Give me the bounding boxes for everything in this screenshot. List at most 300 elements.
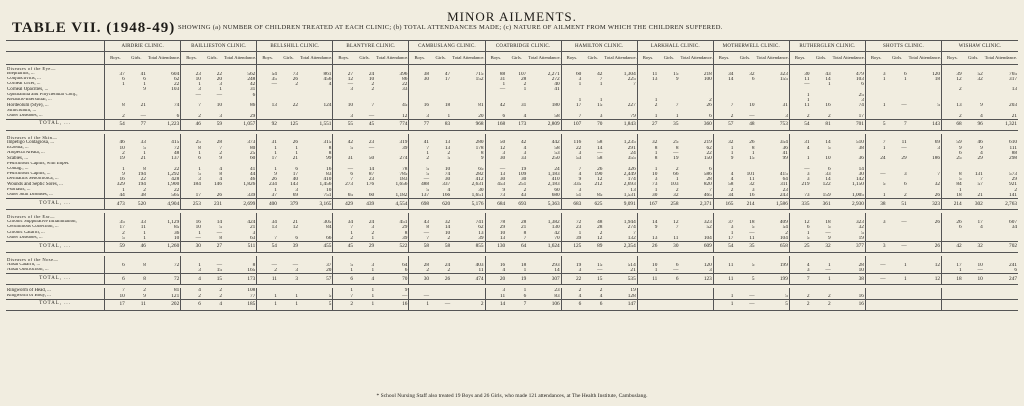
attendance-cell: 227 [627,103,636,109]
boys-cell: 54 [257,242,278,253]
girls-cell: 5 [827,145,831,151]
boys-column-header: Boys. [865,52,886,65]
attendance-cell [147,213,181,220]
attendance-cell: 81 [478,103,484,109]
attendance-cell [908,65,942,72]
girls-cell: 2 [371,230,375,236]
boys-cell: 168 [485,119,506,130]
girls-column-header: Girls. [963,52,984,65]
attendance-cell: 28 [706,177,712,183]
ailment-label: TOTAL, ... [6,199,105,210]
girls-cell: 5 [143,145,146,151]
girls-cell [126,256,147,263]
boys-cell: 23 [561,225,582,230]
attendance-cell: 100 [703,76,712,82]
attendance-cell: 4,554 [375,199,409,210]
attendance-cell: 1,182 [395,193,408,199]
boys-cell [561,134,582,141]
girls-cell: 2 [447,235,451,241]
girls-cell: 6 [904,182,907,188]
girls-cell: — [597,268,603,274]
boys-cell: 13 [637,77,658,82]
girls-cell: 3 [371,225,375,231]
attendance-cell: 10 [858,268,864,274]
girls-cell [278,134,299,141]
boys-cell: 29 [485,225,506,230]
boys-cell: 7 [333,177,354,182]
girls-column-header: Girls. [810,52,831,65]
girls-cell: 28 [597,225,603,231]
attendance-cell: 203 [1009,103,1017,109]
attendance-cell: 147 [603,299,637,310]
girls-cell: 32 [810,242,831,253]
attendance-cell: 26 [934,193,941,199]
attendance-cell: 42 [554,230,560,236]
girls-cell: 11 [673,235,679,241]
boys-cell [485,213,506,220]
boys-cell [257,134,278,141]
girls-cell: 6 [143,76,146,82]
boys-cell [105,134,126,141]
attendance-cell [223,213,257,220]
girls-cell: — [977,268,983,274]
girls-cell [582,213,603,220]
girls-cell: 25 [673,140,679,146]
girls-cell: 1 [599,98,603,104]
attendance-cell [527,65,561,72]
boys-cell [713,256,734,263]
girls-cell: 77 [126,119,147,130]
boys-cell: 1 [865,146,886,151]
attendance-cell [908,299,942,310]
attendance-cell: 53 [554,151,560,157]
attendance-cell: 586 [703,171,712,177]
girls-cell: 2 [904,193,907,199]
girls-cell: 9 [143,87,146,93]
girls-cell: — [216,230,222,236]
boys-cell: 84 [942,182,963,187]
attendance-cell: 29 [402,225,408,231]
attendance-cell: 39 [478,235,484,241]
boys-cell: 2 [105,231,126,236]
boys-cell [485,256,506,263]
girls-cell: 7 [675,225,679,231]
boys-cell: 1 [333,268,354,274]
boys-cell: 214 [942,199,963,210]
boys-cell [865,256,886,263]
boys-cell [181,213,202,220]
boys-cell: 2 [105,114,126,120]
clinic-header-row [6,41,1018,52]
attendance-cell: 456 [323,76,332,82]
attendance-cell: 680 [551,193,560,199]
boys-cell: 27 [637,119,658,130]
ailment-label: Scabies, ... [7,156,29,161]
attendance-cell: 106 [527,299,561,310]
girls-cell: 231 [202,199,223,210]
boys-cell: 1 [181,82,202,87]
attendance-cell: 104 [703,235,712,241]
attendance-cell: 128 [627,293,636,299]
attendance-cell: 77 [250,293,256,299]
boys-cell: 30 [409,77,430,82]
boys-cell: 35 [105,220,126,225]
attendance-cell: 396 [399,71,408,77]
clinic-header: SHOTTS CLINIC. [865,41,941,52]
attendance-cell: 41 [250,166,256,172]
girls-cell: 6 [295,235,299,241]
ailment-label: Alopecia Areata, ... [7,151,45,156]
girls-cell: 32 [749,71,755,77]
attendance-cell: 32 [934,182,941,188]
girls-cell: 5 [734,274,755,285]
boys-cell: 2 [942,87,963,92]
attendance-cell: 415 [171,140,180,146]
boys-cell: 2 [409,156,430,161]
boys-cell: 3 [637,177,658,182]
girls-cell: 194 [137,171,146,177]
girls-cell: 4 [980,113,983,119]
attendance-cell: 74 [858,103,864,109]
attendance-cell: 81 [173,288,180,294]
boys-cell: 31 [257,140,278,145]
boys-cell: 3 [865,242,886,253]
attendance-cell: 103 [855,76,864,82]
attendance-cell: 1,843 [603,119,637,130]
girls-cell: 5 [827,225,831,231]
boys-cell: 3 [181,87,202,92]
boys-cell: 165 [713,199,734,210]
boys-cell: 13 [637,236,658,242]
attendance-cell: 6 [861,82,864,88]
boys-cell: 107 [561,119,582,130]
girls-cell: 7 [219,145,222,151]
attendance-cell [299,134,333,141]
boys-cell: 60 [561,72,582,77]
boys-cell: 14 [713,77,734,82]
boys-cell [789,134,810,141]
girls-cell [810,65,831,72]
attendance-cell: 123 [679,274,713,285]
boys-cell [485,134,506,141]
attendance-cell: 7 [709,187,712,193]
girls-cell: — [901,145,907,151]
girls-cell [810,134,831,141]
boys-cell: 12 [333,77,354,82]
attendance-cell: 70 [554,235,560,241]
girls-cell: 693 [506,199,527,210]
girls-cell: 46 [977,140,983,146]
attendance-cell: 9,091 [603,199,637,210]
attendance-cell: 7 [633,230,636,236]
boys-cell: 2 [713,188,734,193]
girls-cell: 70 [582,119,603,130]
boys-cell: 92 [257,119,278,130]
girls-cell: 81 [810,119,831,130]
girls-cell: 15 [216,268,222,274]
boys-cell: 1 [409,299,430,310]
attendance-cell: 174 [627,177,636,183]
girls-cell: 21 [521,225,527,231]
girls-cell: 26 [749,140,755,146]
boys-cell [333,213,354,220]
total-attendance-column-header: Total Attendance. [527,52,561,65]
boys-cell: 7 [181,103,202,108]
attendance-cell: 8 [328,145,332,151]
attendance-cell: 274 [399,156,408,162]
ailment-label: Pediculosis Capitis, ... [7,171,51,177]
boys-cell [105,256,126,263]
attendance-cell: 319 [399,140,408,146]
attendance-cell: 298 [1009,156,1017,162]
section-heading: Diseases of the Nose— [7,257,59,263]
attendance-cell: 29 [1011,177,1017,183]
girls-cell: 6 [582,299,603,310]
girls-cell: 87 [368,171,375,177]
girls-cell: 15 [597,103,603,109]
girls-cell [278,65,299,72]
girls-cell: 4 [980,225,983,231]
boys-cell [257,213,278,220]
girls-cell: 11 [749,235,755,241]
boys-cell: 1 [789,98,810,103]
boys-cell: 9 [713,156,734,161]
girls-cell: 21 [292,156,299,162]
boys-cell: 219 [789,182,810,187]
girls-cell: — [368,145,375,151]
attendance-cell: 84 [326,225,332,231]
attendance-cell: 323 [779,71,788,77]
girls-cell: 18 [521,262,527,268]
attendance-cell: 12 [934,262,941,268]
ailment-label: TOTAL, ... [6,242,105,253]
boys-cell: 11 [713,274,734,285]
boys-cell: 39 [561,236,582,242]
boys-cell: 11 [789,77,810,82]
boys-cell: 4 [181,288,202,293]
attendance-cell [451,213,485,220]
attendance-cell: 66 [326,235,332,241]
attendance-cell: 142 [855,177,864,183]
girls-cell: 3 [523,151,527,157]
boys-cell: 13 [485,236,506,242]
girls-cell: 2 [143,187,146,193]
girls-cell: 8 [523,230,527,236]
attendance-cell: 5 [299,299,333,310]
boys-cell: 1 [181,263,202,268]
attendance-cell: 62 [478,225,484,231]
boys-cell: 473 [105,199,126,210]
girls-cell: 30 [658,242,679,253]
attendance-cell: 610 [1009,140,1017,146]
boys-cell: 10 [105,146,126,151]
attendance-cell [299,65,333,72]
boys-cell: 9 [637,225,658,230]
attendance-cell: 25 [250,151,256,157]
attendance-cell: 8 [252,262,256,268]
attendance-cell: 455 [299,242,333,253]
attendance-cell: 111 [1009,145,1017,151]
boys-column-header: Boys. [713,52,734,65]
attendance-cell: 32 [858,225,864,231]
attendance-cell: 3 [937,145,941,151]
boys-cell [637,213,658,220]
boys-cell [409,134,430,141]
attendance-cell: 855 [451,242,485,253]
girls-cell [658,299,679,310]
boys-cell: 1 [105,188,126,193]
attendance-cell: 14 [858,166,864,172]
attendance-cell: 20 [478,113,484,119]
girls-cell: 6 [295,166,299,172]
boys-cell: — [409,294,430,300]
girls-cell: 6 [904,71,907,77]
boys-cell [789,256,810,263]
boys-cell: 1 [637,268,658,274]
attendance-cell: 219 [703,140,712,146]
attendance-cell: 5 [328,293,332,299]
attendance-cell: 26 [934,219,941,225]
attendance-cell: 34 [1011,225,1017,231]
ailment-label: TOTAL, ... [6,274,105,285]
girls-cell: 13 [444,145,451,151]
girls-cell: 7 [887,119,908,130]
girls-cell: 146 [214,182,222,188]
boys-cell: 24 [865,156,886,161]
boys-cell [637,134,658,141]
attendance-cell [299,213,333,220]
ailment-label: Pediculosis Capitis, with Impet. [7,161,70,166]
attendance-cell [984,134,1018,141]
girls-cell: 5 [751,262,755,268]
girls-column-header: Girls. [506,52,527,65]
attendance-cell: 1,260 [147,242,181,253]
ailment-label: Impetigo Contagiosa, ... [7,140,54,145]
attendance-cell: 248 [247,76,256,82]
attendance-cell: 424 [247,219,256,225]
girls-cell: 3 [371,262,375,268]
page-header [0,0,1024,40]
boys-cell: 2 [333,299,354,310]
attendance-cell: 1,223 [147,119,181,130]
boys-cell: 43 [409,220,430,225]
girls-cell: 194 [137,182,146,188]
attendance-cell: 124 [323,103,332,109]
boys-cell: 31 [485,77,506,82]
boys-column-header: Boys. [485,52,506,65]
boys-cell: 3 [333,114,354,120]
attendance-cell: 535 [603,274,637,285]
attendance-cell: 99 [326,156,332,162]
boys-cell [333,134,354,141]
boys-cell [789,65,810,72]
attendance-cell: 5 [756,299,790,310]
girls-cell: 43 [825,71,831,77]
girls-cell: 45 [354,119,375,130]
boys-cell: 3 [561,268,582,274]
girls-cell [506,256,527,263]
attendance-cell: 218 [703,71,712,77]
boys-cell [105,65,126,72]
attendance-cell: 6 [1014,268,1017,274]
girls-cell [658,213,679,220]
attendance-cell: 573 [1009,171,1017,177]
girls-cell: 2 [827,113,831,119]
girls-cell: 12 [597,177,603,183]
girls-column-header: Girls. [734,52,755,65]
girls-cell: 29 [901,156,907,162]
attendance-cell: 1,651 [471,193,484,199]
attendance-cell: 2,183 [547,182,560,188]
attendance-cell: 307 [527,274,561,285]
girls-cell: 2 [371,82,375,88]
boys-cell: 17 [942,263,963,268]
girls-cell: 16 [825,103,831,109]
attendance-cell: 410 [323,177,332,183]
boys-cell: 16 [485,263,506,268]
girls-cell: 50 [368,156,375,162]
girls-cell: — [749,230,755,236]
attendance-cell: 785 [399,171,408,177]
ailment-label: Other Skin Diseases, ... [7,193,53,198]
attendance-cell: 38 [858,145,864,151]
boys-cell: 684 [485,199,506,210]
boys-cell: 335 [789,199,810,210]
boys-cell [561,256,582,263]
girls-cell: 620 [430,199,451,210]
attendance-cell: 753 [756,119,790,130]
girls-cell: 32 [749,182,755,188]
boys-cell: 42 [942,242,963,253]
boys-cell: 14 [637,220,658,225]
boys-cell: 39 [942,72,963,77]
boys-cell: 335 [561,182,582,187]
girls-cell: 4 [599,293,603,299]
boys-cell: 4 [485,268,506,274]
table-body [6,65,1018,311]
attendance-cell: 861 [323,71,332,77]
boys-cell: 2 [257,268,278,274]
boys-cell: 400 [257,199,278,210]
boys-cell [409,65,430,72]
boys-cell: 1 [333,231,354,236]
boys-cell: 6 [105,274,126,285]
girls-cell [810,256,831,263]
boys-cell: 9 [485,188,506,193]
boys-cell: 1 [789,156,810,161]
boys-cell: 6 [942,151,963,156]
boys-cell: 6 [105,77,126,82]
girls-cell: 173 [506,119,527,130]
girls-cell: 18 [444,103,451,109]
boys-cell: 7 [333,225,354,230]
boys-cell: — [333,167,354,172]
attendance-cell: 30 [858,171,864,177]
girls-cell: 8 [143,166,146,172]
attendance-cell: 1,456 [319,182,332,188]
attendance-cell [603,65,637,72]
girls-cell: — [597,151,603,157]
attendance-cell: 1,183 [547,171,560,177]
girls-cell: 32 [673,193,679,199]
girls-cell: — [368,113,375,119]
attendance-cell: 13 [1011,87,1017,93]
boys-cell: 3 [789,268,810,274]
girls-cell: 2 [523,82,527,88]
girls-cell [126,213,147,220]
girls-cell [582,134,603,141]
attendance-cell: 522 [375,242,409,253]
